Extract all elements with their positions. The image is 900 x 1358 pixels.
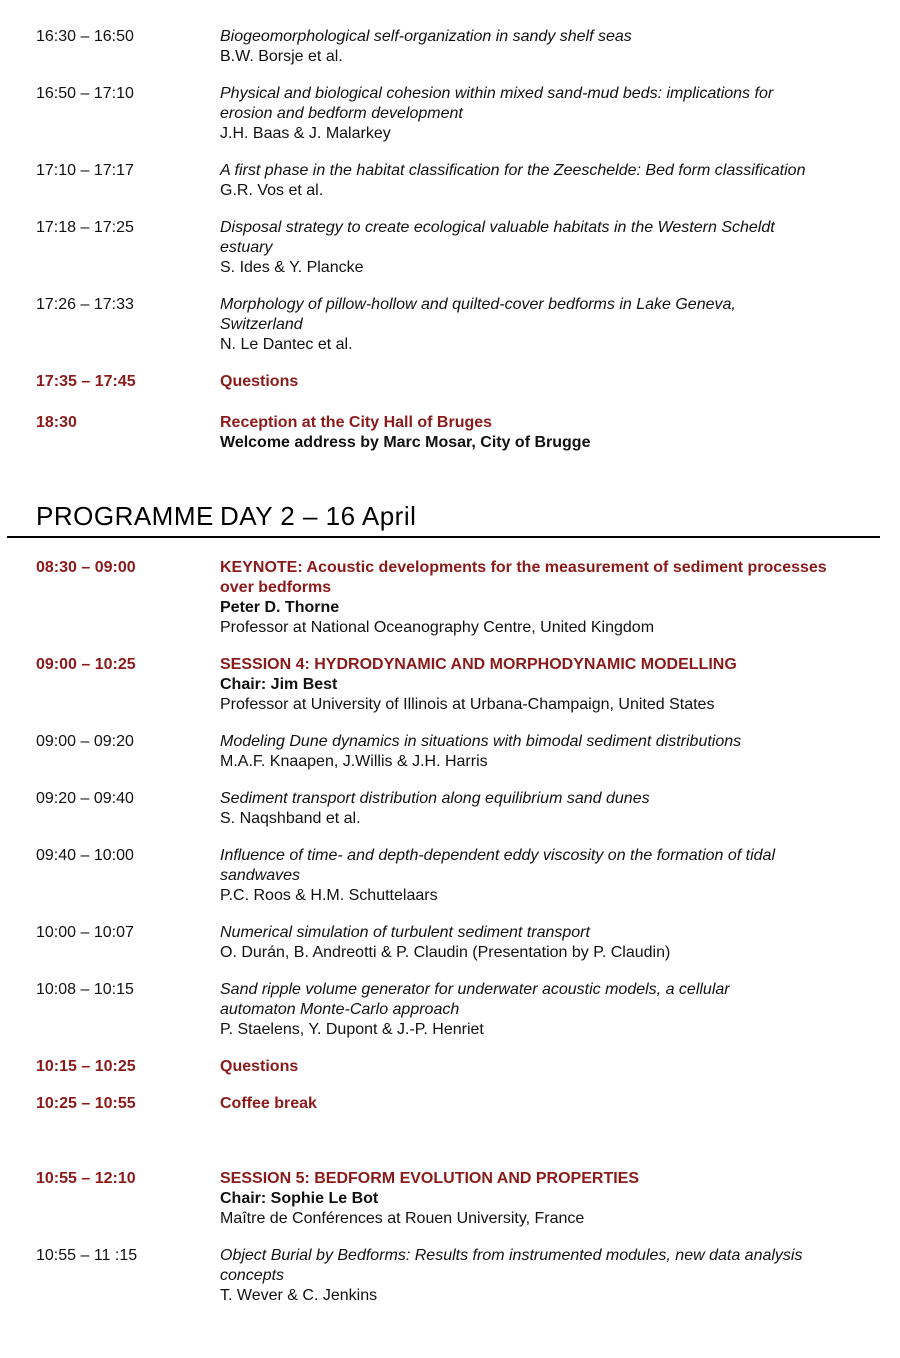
time-range: 17:26 – 17:33 bbox=[36, 296, 134, 313]
paper-authors: B.W. Borsje et al. bbox=[220, 48, 343, 65]
time-range: 10:15 – 10:25 bbox=[36, 1058, 136, 1075]
paper-title-line: concepts bbox=[220, 1267, 285, 1284]
paper-authors: T. Wever & C. Jenkins bbox=[220, 1287, 378, 1304]
entry-content bbox=[220, 372, 870, 392]
day2-date-label: DAY 2 – 16 April bbox=[220, 501, 417, 531]
time-range: 10:25 – 10:55 bbox=[36, 1095, 136, 1112]
time-range: 18:30 bbox=[36, 414, 77, 431]
programme-row bbox=[36, 923, 880, 963]
paper-title-line: Modeling Dune dynamics in situations with bimodal sediment distributions bbox=[220, 733, 742, 750]
highlight-title-line: Questions bbox=[220, 1058, 299, 1075]
affiliation-line: Maître de Conférences at Rouen University, France bbox=[220, 1210, 585, 1227]
paper-title-line: Morphology of pillow-hollow and quilted-cover bedforms in Lake Geneva, bbox=[220, 296, 736, 313]
programme-row bbox=[36, 218, 880, 278]
programme-row bbox=[36, 732, 880, 772]
speaker-or-chair-line: Welcome address by Marc Mosar, City of Brugge bbox=[220, 434, 591, 451]
entry-content bbox=[220, 1094, 870, 1114]
entry-content bbox=[220, 1246, 870, 1306]
time-range: 10:55 – 11 :15 bbox=[36, 1247, 138, 1264]
speaker-or-chair-line: Peter D. Thorne bbox=[220, 599, 340, 616]
time-range: 17:35 – 17:45 bbox=[36, 373, 136, 390]
programme-row bbox=[36, 413, 880, 453]
highlight-title-line: over bedforms bbox=[220, 579, 332, 596]
paper-title-line: Numerical simulation of turbulent sediment transport bbox=[220, 924, 590, 941]
paper-title-line: estuary bbox=[220, 239, 273, 256]
highlight-title-line: Questions bbox=[220, 373, 299, 390]
paper-authors: S. Ides & Y. Plancke bbox=[220, 259, 364, 276]
time-range: 09:00 – 10:25 bbox=[36, 656, 136, 673]
programme-row bbox=[36, 372, 880, 392]
paper-authors: S. Naqshband et al. bbox=[220, 810, 361, 827]
time-range: 09:20 – 09:40 bbox=[36, 790, 134, 807]
time-range: 10:08 – 10:15 bbox=[36, 981, 134, 998]
paper-title-line: Sand ripple volume generator for underwater acoustic models, a cellular bbox=[220, 981, 730, 998]
paper-authors: M.A.F. Knaapen, J.Willis & J.H. Harris bbox=[220, 753, 488, 770]
programme-row bbox=[36, 789, 880, 829]
day2-schedule bbox=[36, 558, 880, 1306]
time-range: 09:40 – 10:00 bbox=[36, 847, 134, 864]
programme-row bbox=[36, 27, 880, 67]
paper-authors: N. Le Dantec et al. bbox=[220, 336, 353, 353]
speaker-or-chair-line: Chair: Jim Best bbox=[220, 676, 338, 693]
paper-title-line: A first phase in the habitat classification for the Zeeschelde: Bed form classification bbox=[220, 162, 806, 179]
paper-title-line: Switzerland bbox=[220, 316, 303, 333]
paper-title-line: Disposal strategy to create ecological valuable habitats in the Western Scheldt bbox=[220, 219, 775, 236]
paper-title-line: erosion and bedform development bbox=[220, 105, 463, 122]
entry-content bbox=[220, 1169, 870, 1229]
programme-row bbox=[36, 84, 880, 144]
entry-content bbox=[220, 923, 870, 963]
paper-title-line: Biogeomorphological self-organization in sandy shelf seas bbox=[220, 28, 632, 45]
programme-row bbox=[36, 295, 880, 355]
time-range: 08:30 – 09:00 bbox=[36, 559, 136, 576]
programme-row bbox=[36, 655, 880, 715]
entry-content bbox=[220, 980, 870, 1040]
programme-row bbox=[36, 1169, 880, 1229]
entry-content bbox=[220, 846, 870, 906]
programme-row bbox=[36, 161, 880, 201]
paper-authors: O. Durán, B. Andreotti & P. Claudin (Presentation by P. Claudin) bbox=[220, 944, 671, 961]
day1-remaining-schedule bbox=[36, 27, 880, 453]
entry-content bbox=[220, 732, 870, 772]
paper-title-line: sandwaves bbox=[220, 867, 301, 884]
time-range: 10:00 – 10:07 bbox=[36, 924, 134, 941]
entry-content bbox=[220, 1057, 870, 1077]
paper-authors: P.C. Roos & H.M. Schuttelaars bbox=[220, 887, 438, 904]
highlight-title-line: Coffee break bbox=[220, 1095, 317, 1112]
paper-title-line: Influence of time- and depth-dependent eddy viscosity on the formation of tidal bbox=[220, 847, 776, 864]
programme-row bbox=[36, 558, 880, 638]
highlight-title-line: Reception at the City Hall of Bruges bbox=[220, 414, 493, 431]
time-range: 09:00 – 09:20 bbox=[36, 733, 134, 750]
highlight-title-line: SESSION 4: HYDRODYNAMIC AND MORPHODYNAMIC MODELLING bbox=[220, 656, 737, 673]
paper-title-line: Object Burial by Bedforms: Results from instrumented modules, new data analysis bbox=[220, 1247, 803, 1264]
entry-content bbox=[220, 413, 870, 453]
entry-content bbox=[220, 789, 870, 829]
paper-title-line: automaton Monte-Carlo approach bbox=[220, 1001, 460, 1018]
highlight-title-line: KEYNOTE: Acoustic developments for the measurement of sediment processes bbox=[220, 559, 827, 576]
day2-header bbox=[7, 501, 880, 538]
time-range: 16:50 – 17:10 bbox=[36, 85, 134, 102]
programme-row bbox=[36, 1246, 880, 1306]
entry-content bbox=[220, 84, 870, 144]
time-range: 17:18 – 17:25 bbox=[36, 219, 134, 236]
time-range: 10:55 – 12:10 bbox=[36, 1170, 136, 1187]
affiliation-line: Professor at National Oceanography Centre, United Kingdom bbox=[220, 619, 655, 636]
time-range: 17:10 – 17:17 bbox=[36, 162, 134, 179]
entry-content bbox=[220, 295, 870, 355]
entry-content bbox=[220, 655, 870, 715]
programme-row bbox=[36, 1094, 880, 1114]
entry-content bbox=[220, 27, 870, 67]
paper-title-line: Physical and biological cohesion within mixed sand-mud beds: implications for bbox=[220, 85, 774, 102]
programme-row bbox=[36, 846, 880, 906]
highlight-title-line: SESSION 5: BEDFORM EVOLUTION AND PROPERTIES bbox=[220, 1170, 640, 1187]
entry-content bbox=[220, 161, 870, 201]
time-range: 16:30 – 16:50 bbox=[36, 28, 134, 45]
programme-row bbox=[36, 980, 880, 1040]
programme-row bbox=[36, 1057, 880, 1077]
paper-authors: G.R. Vos et al. bbox=[220, 182, 324, 199]
paper-title-line: Sediment transport distribution along equilibrium sand dunes bbox=[220, 790, 650, 807]
paper-authors: P. Staelens, Y. Dupont & J.-P. Henriet bbox=[220, 1021, 484, 1038]
speaker-or-chair-line: Chair: Sophie Le Bot bbox=[220, 1190, 379, 1207]
entry-content bbox=[220, 558, 870, 638]
programme-label: PROGRAMME bbox=[36, 501, 214, 531]
paper-authors: J.H. Baas & J. Malarkey bbox=[220, 125, 391, 142]
entry-content bbox=[220, 218, 870, 278]
affiliation-line: Professor at University of Illinois at Urbana-Champaign, United States bbox=[220, 696, 715, 713]
